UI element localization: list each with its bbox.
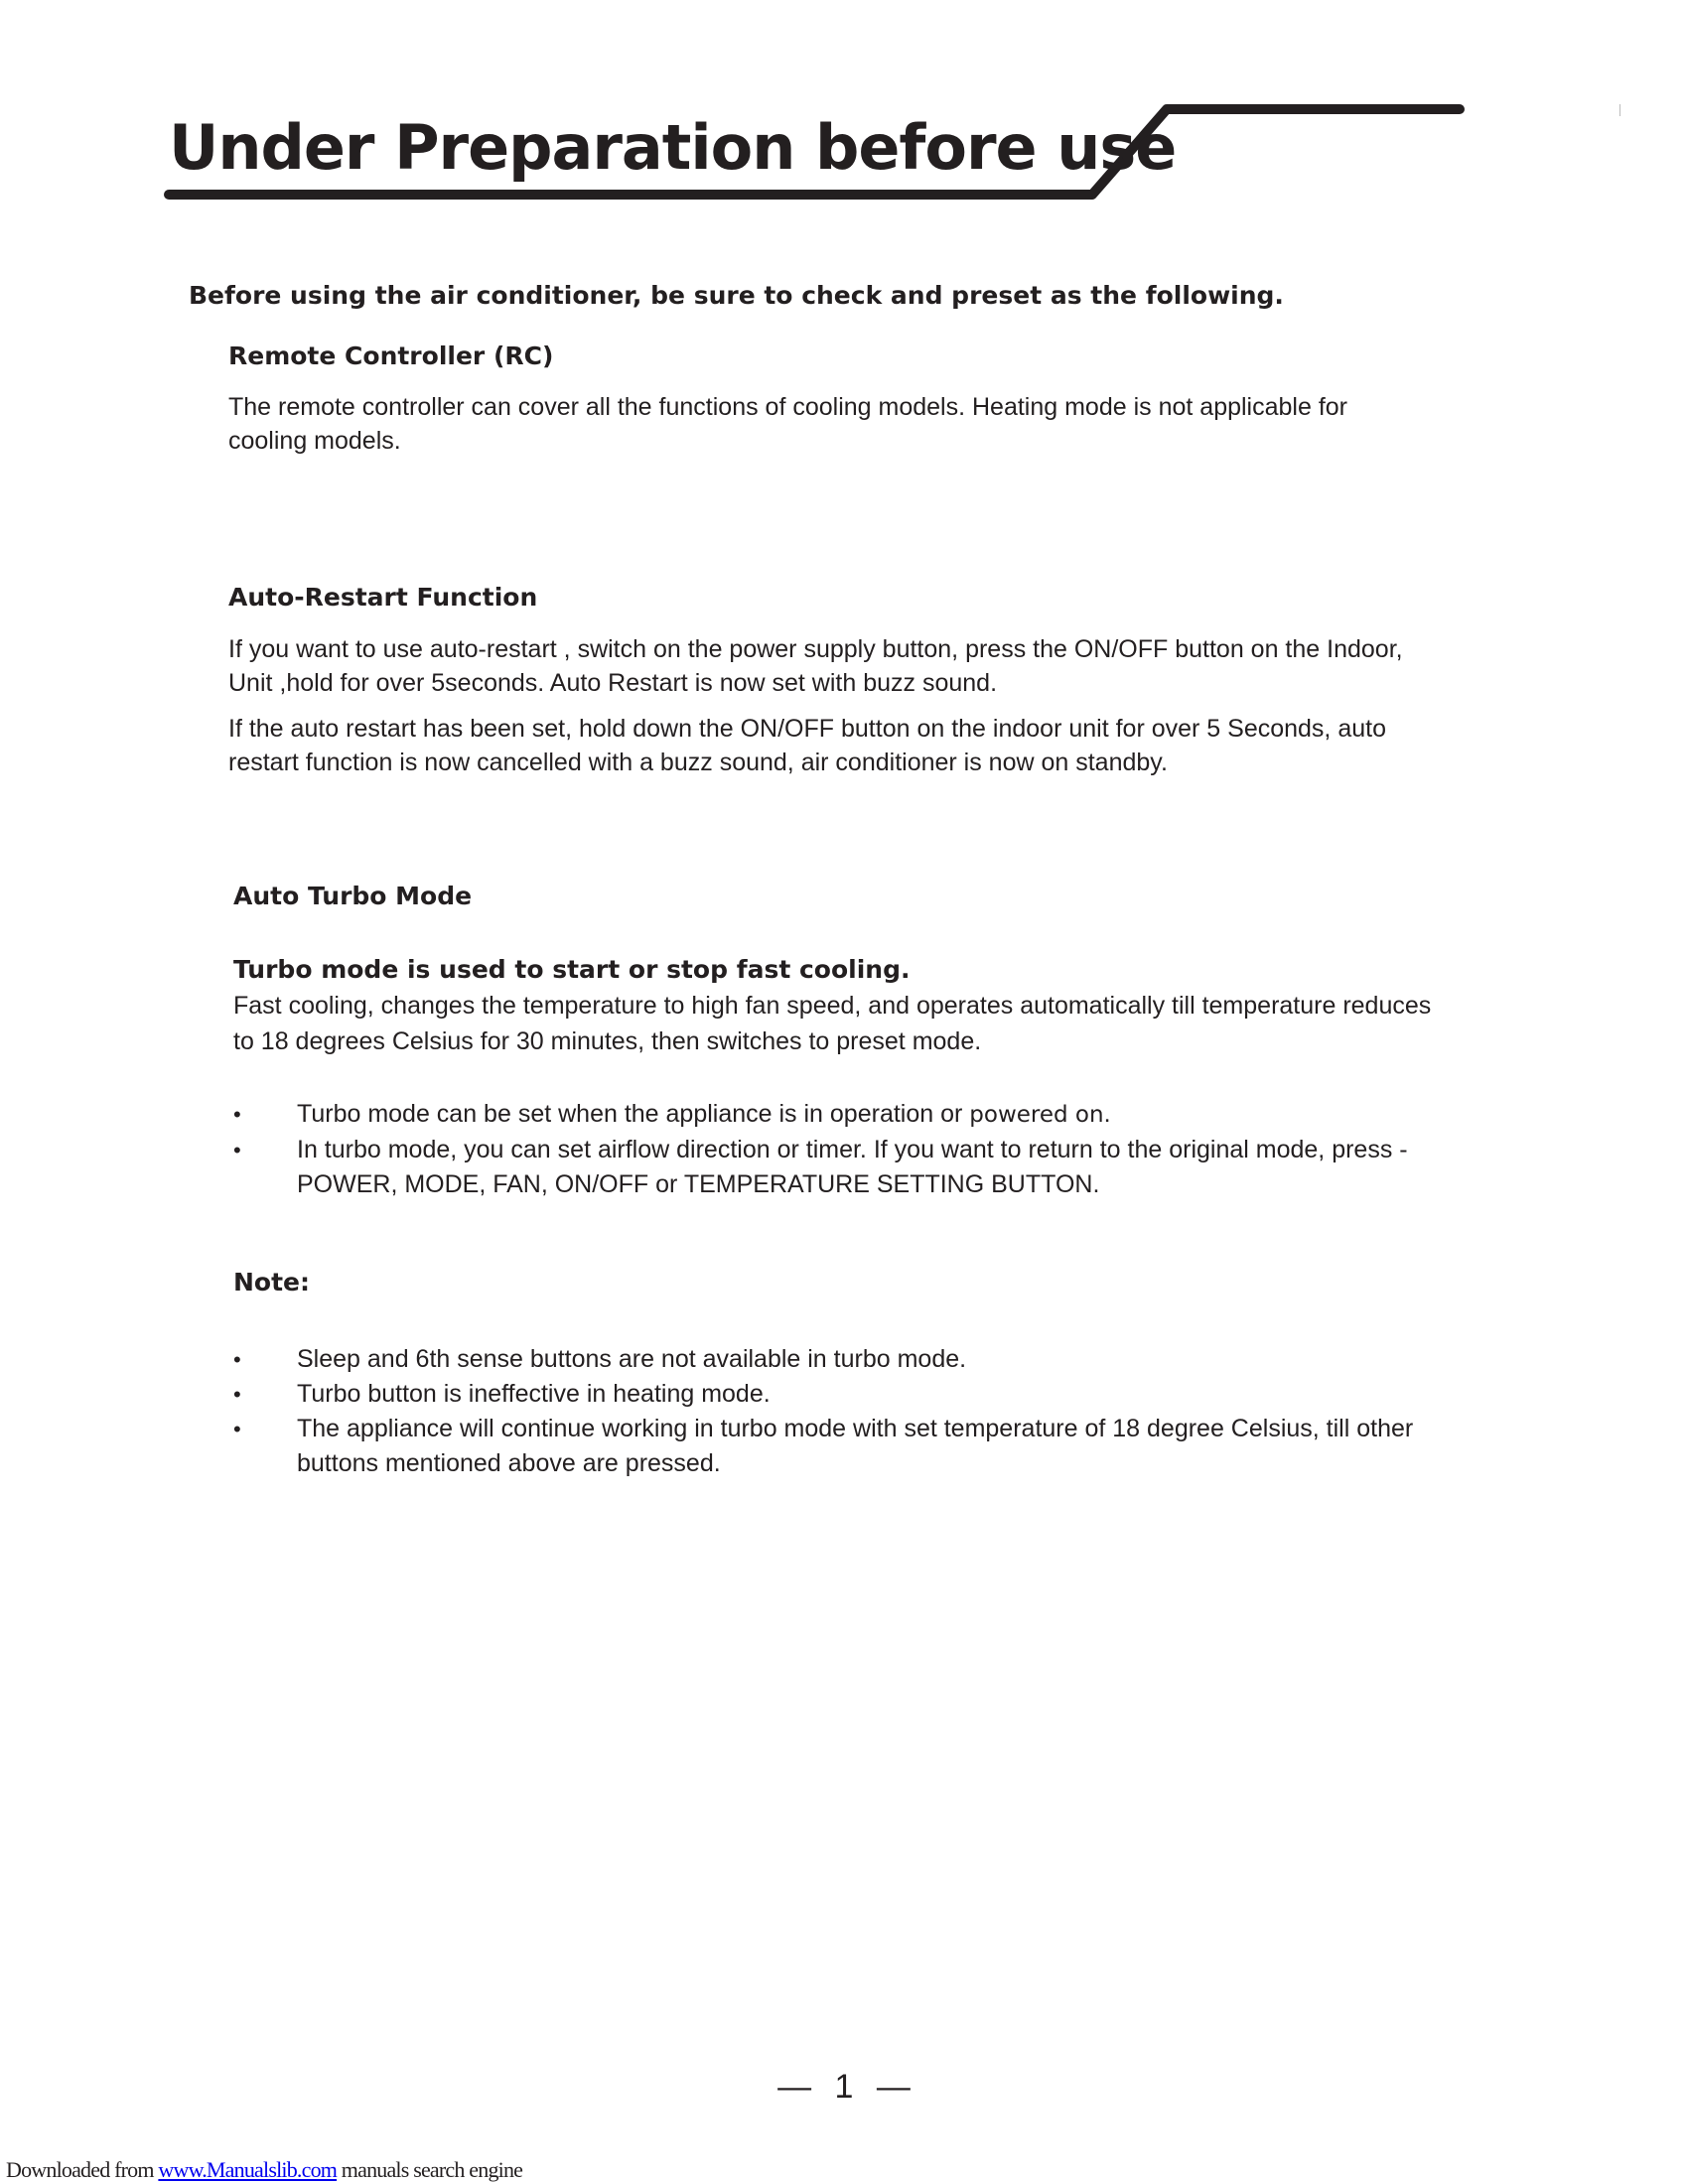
bullet-line-1: The appliance will continue working in turbo mode with set temperature of 18 degree Celsius, till other [297,1415,1414,1442]
auto-restart-heading: Auto-Restart Function [228,583,538,612]
dash-icon: — [876,2068,911,2106]
auto-restart-p1-line-1: If you want to use auto-restart , switch on the power supply button, press the ON/OFF button on the Indoor, [228,635,1403,663]
page-title: Under Preparation before use [169,111,1177,184]
intro-text: Before using the air conditioner, be sure to check and preset as the following. [189,281,1284,310]
page-number-value: 1 [834,2068,854,2106]
bullet-text: Turbo mode can be set when the appliance is in operation or [297,1100,970,1128]
remote-heading: Remote Controller (RC) [228,341,554,370]
list-item [233,1133,1534,1202]
header-rule-graphic [0,0,1688,218]
bullet-line-2: buttons mentioned above are pressed. [297,1449,721,1477]
bullet-icon: • [233,1417,241,1441]
list-item [233,1412,1534,1481]
bullet-icon: • [233,1138,241,1162]
turbo-subheading: Turbo mode is used to start or stop fast cooling. [233,955,911,984]
footer-prefix: Downloaded from [6,2157,159,2182]
bullet-icon: • [233,1382,241,1407]
note-heading: Note: [233,1268,311,1297]
auto-restart-p1-line-2: Unit ,hold for over 5seconds. Auto Restart is now set with buzz sound. [228,669,998,697]
bullet-text-tail: powered on [969,1102,1104,1128]
turbo-line-1: Fast cooling, changes the temperature to high fan speed, and operates automatically till temperature reduces [233,992,1432,1020]
footer-suffix: manuals search engine [337,2157,523,2182]
turbo-heading: Auto Turbo Mode [233,882,473,910]
remote-line-2: cooling models. [228,427,401,455]
auto-restart-paragraph-1 [228,632,1559,700]
page-number [0,2068,1688,2107]
note-bullet-list [233,1342,1534,1481]
turbo-bullet-list [233,1097,1534,1202]
bullet-text: Turbo button is ineffective in heating mode. [297,1380,771,1408]
dash-icon: — [777,2068,812,2106]
auto-restart-p2-line-2: restart function is now cancelled with a buzz sound, air conditioner is now on standby. [228,749,1168,776]
remote-line-1: The remote controller can cover all the functions of cooling models. Heating mode is not applicable for [228,393,1347,421]
auto-restart-p2-line-1: If the auto restart has been set, hold down the ON/OFF button on the indoor unit for over 5 Seconds, auto [228,715,1386,743]
bullet-text-end: . [1103,1100,1111,1128]
list-item [233,1342,1534,1377]
manualslib-link[interactable]: www.Manualslib.com [158,2157,338,2182]
bullet-icon: • [233,1102,241,1127]
bullet-line-2: POWER, MODE, FAN, ON/OFF or TEMPERATURE SETTING BUTTON. [297,1170,1100,1198]
bullet-icon: • [233,1347,241,1372]
auto-restart-paragraph-2 [228,712,1559,779]
download-footer [6,2157,522,2183]
remote-paragraph [228,390,1559,458]
bullet-text: Sleep and 6th sense buttons are not available in turbo mode. [297,1345,967,1373]
bullet-line-1: In turbo mode, you can set airflow direction or timer. If you want to return to the original mode, press - [297,1136,1408,1163]
turbo-paragraph [233,988,1564,1059]
turbo-line-2: to 18 degrees Celsius for 30 minutes, then switches to preset mode. [233,1027,982,1055]
list-item [233,1097,1534,1133]
list-item [233,1377,1534,1412]
